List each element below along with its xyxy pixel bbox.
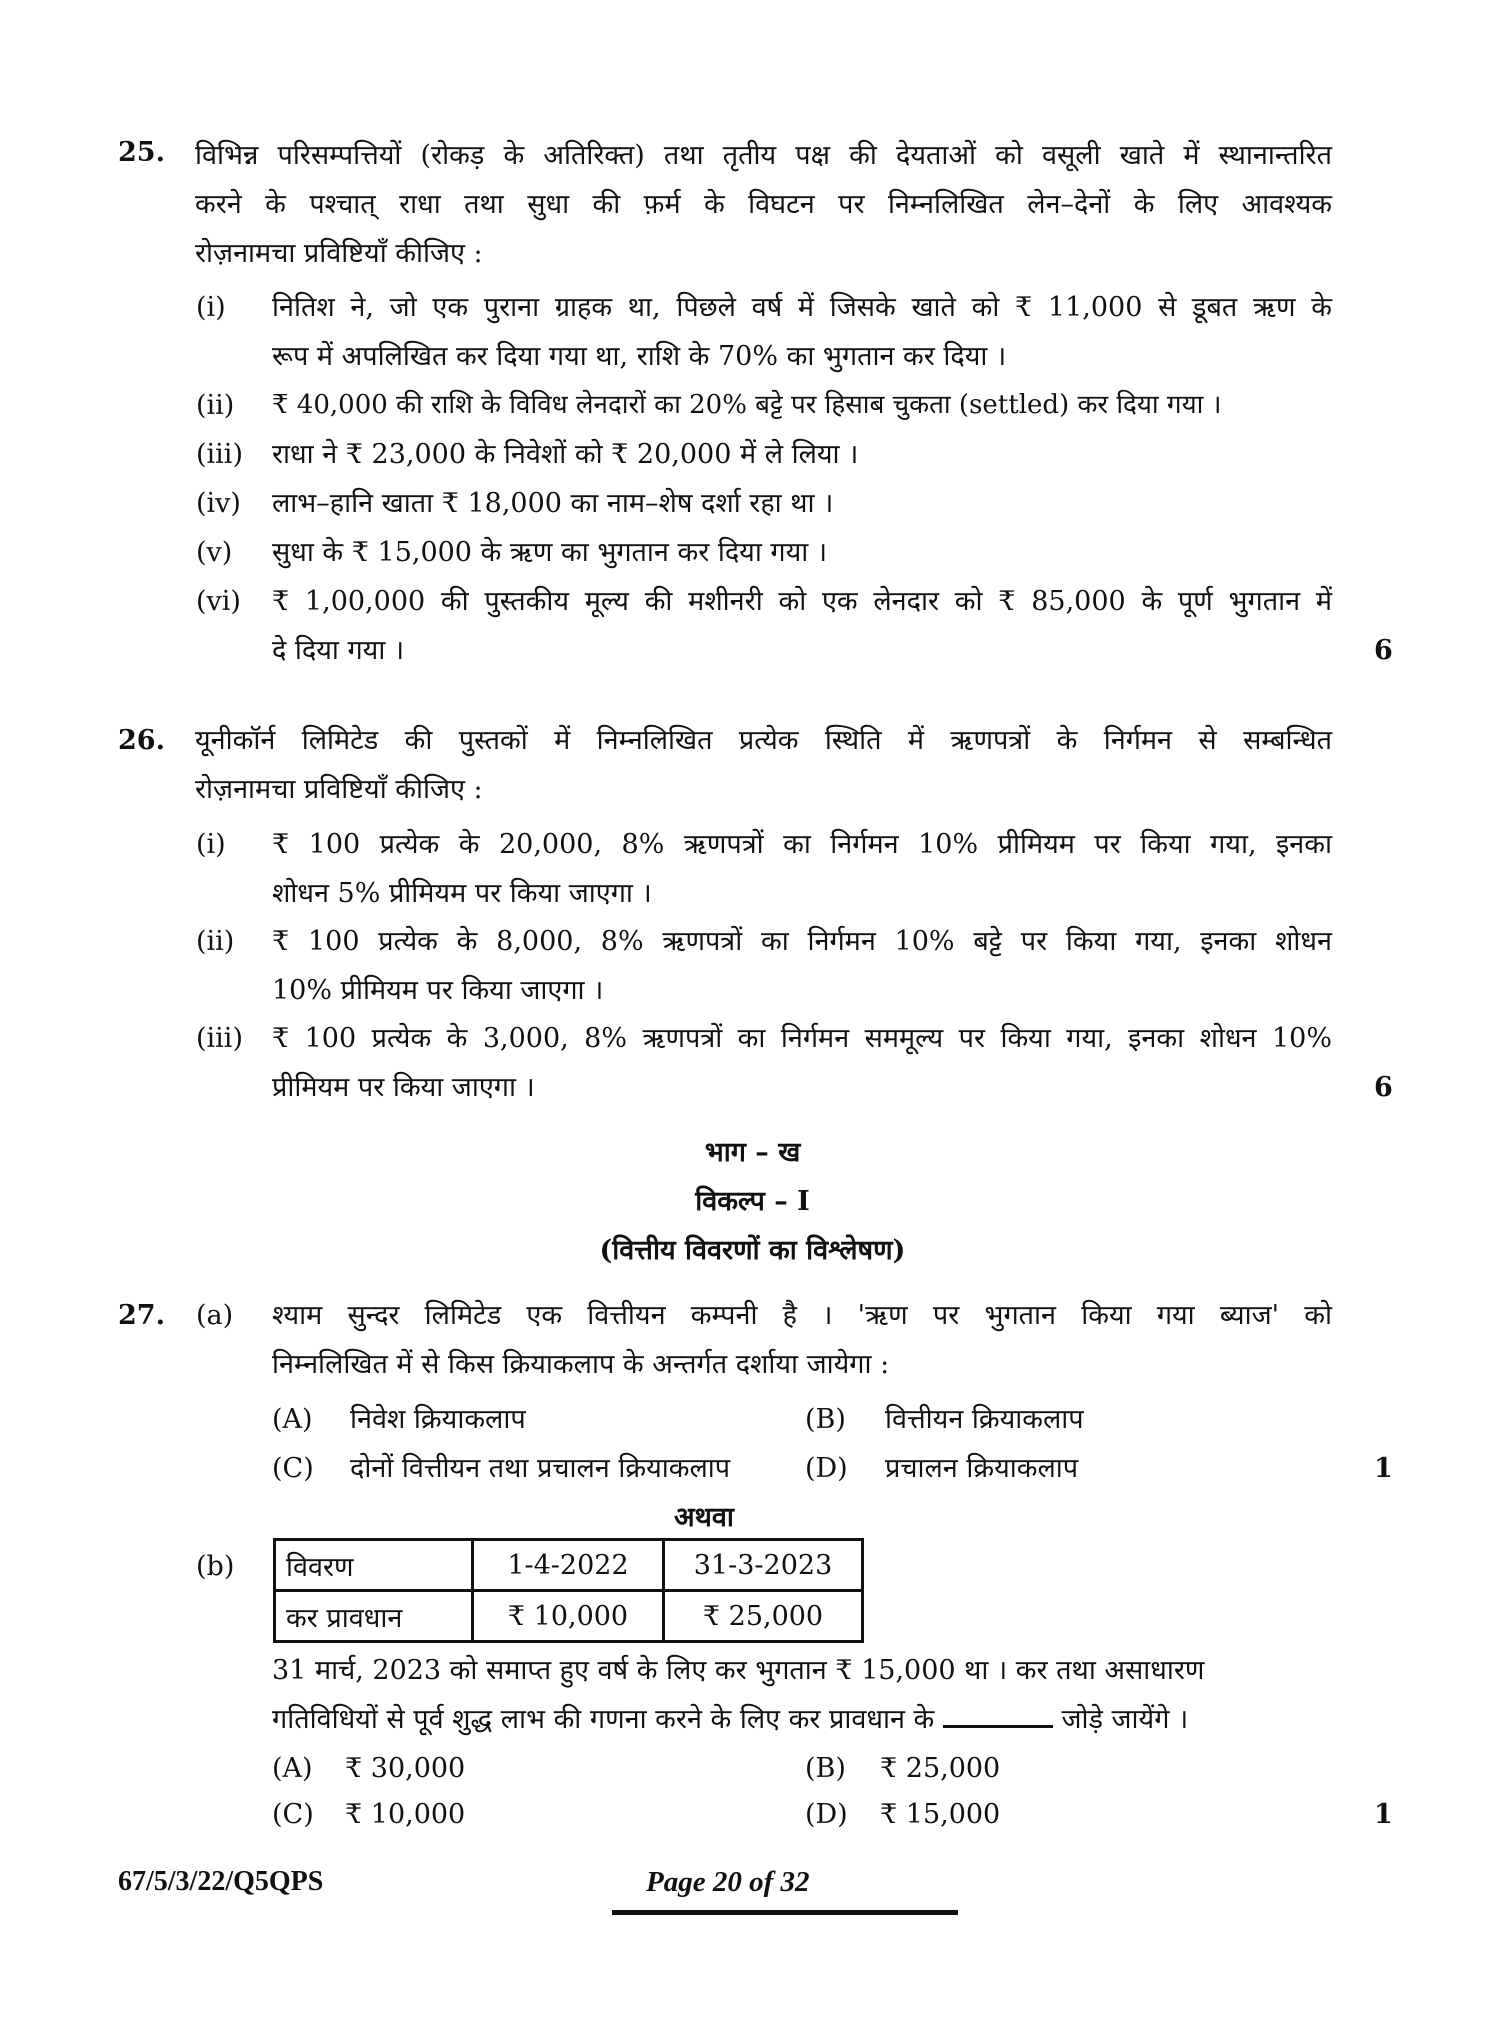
- table-header-cell: 1-4-2022: [473, 1540, 664, 1591]
- question-text-line: निम्नलिखित में से किस क्रियाकलाप के अन्तर्गत दर्शाया जायेगा :: [272, 1349, 890, 1380]
- option-key: (C): [272, 1799, 314, 1830]
- item-text-line: नितिश ने, जो एक पुराना ग्राहक था, पिछले वर्ष में जिसके खाते को ₹ 11,000 से डूबत ऋण के: [272, 292, 1332, 323]
- option-key: (D): [805, 1799, 848, 1830]
- footer-underline: [612, 1910, 958, 1915]
- option-key: (A): [272, 1753, 313, 1784]
- item-text-line: शोधन 5% प्रीमियम पर किया जाएगा ।: [272, 878, 652, 909]
- item-text-line: प्रीमियम पर किया जाएगा ।: [272, 1072, 535, 1103]
- item-text-line: ₹ 40,000 की राशि के विविध लेनदारों का 20% बट्टे पर हिसाब चुकता (settled) कर दिया गया ।: [272, 390, 1222, 420]
- table-cell: ₹ 25,000: [664, 1591, 863, 1642]
- part-label: (b): [196, 1551, 235, 1582]
- option-text: दोनों वित्तीयन तथा प्रचालन क्रियाकलाप: [350, 1453, 731, 1484]
- question-text: गतिविधियों से पूर्व शुद्ध लाभ की गणना करने के लिए कर प्रावधान के: [272, 1704, 935, 1735]
- table-header-cell: 31-3-2023: [664, 1540, 863, 1591]
- option-text: ₹ 30,000: [345, 1753, 466, 1784]
- item-label: (ii): [196, 926, 235, 957]
- question-text-line: विभिन्न परिसम्पत्तियों (रोकड़ के अतिरिक्त) तथा तृतीय पक्ष की देयताओं को वसूली खाते में स्थानान्तरित: [195, 140, 1332, 171]
- question-text-line: करने के पश्चात् राधा तथा सुधा की फ़र्म के विघटन पर निम्नलिखित लेन–देनों के लिए आवश्यक: [195, 189, 1332, 220]
- table-header-cell: विवरण: [275, 1540, 473, 1591]
- item-text-line: ₹ 100 प्रत्येक के 8,000, 8% ऋणपत्रों का निर्गमन 10% बट्टे पर किया गया, इनका शोधन: [272, 926, 1332, 957]
- item-label: (ii): [196, 390, 235, 421]
- option-key: (A): [272, 1404, 313, 1435]
- item-text-line: ₹ 1,00,000 की पुस्तकीय मूल्य की मशीनरी को एक लेनदार को ₹ 85,000 के पूर्ण भुगतान में: [272, 586, 1332, 617]
- part-label: (a): [196, 1300, 234, 1331]
- section-part-heading: भाग – ख: [704, 1137, 801, 1168]
- option-text: ₹ 25,000: [880, 1753, 1001, 1784]
- item-label: (iv): [196, 488, 241, 519]
- question-number: 26.: [118, 725, 165, 756]
- question-text-line: यूनीकॉर्न लिमिटेड की पुस्तकों में निम्नलिखित प्रत्येक स्थिति में ऋणपत्रों के निर्गमन से सम्बन्धित: [195, 725, 1332, 756]
- table-header-row: [275, 1540, 863, 1591]
- item-text-line: ₹ 100 प्रत्येक के 3,000, 8% ऋणपत्रों का निर्गमन सममूल्य पर किया गया, इनका शोधन 10%: [272, 1023, 1332, 1054]
- question-text-line: रोज़नामचा प्रविष्टियाँ कीजिए :: [195, 774, 483, 805]
- item-label: (vi): [196, 586, 241, 617]
- option-text: निवेश क्रियाकलाप: [350, 1404, 526, 1435]
- item-text-line: दे दिया गया ।: [272, 635, 405, 666]
- item-label: (v): [196, 537, 233, 568]
- question-text-line: श्याम सुन्दर लिमिटेड एक वित्तीयन कम्पनी है । 'ऋण पर भुगतान किया गया ब्याज' को: [272, 1300, 1332, 1331]
- question-text-line: [272, 1695, 1188, 1744]
- option-key: (D): [805, 1453, 848, 1484]
- item-text-line: लाभ–हानि खाता ₹ 18,000 का नाम–शेष दर्शा रहा था ।: [272, 488, 834, 519]
- paper-code: 67/5/3/22/Q5QPS: [118, 1866, 324, 1897]
- section-option-heading: विकल्प – I: [695, 1186, 810, 1217]
- table-row: [275, 1591, 863, 1642]
- option-text: प्रचालन क्रियाकलाप: [885, 1453, 1079, 1484]
- question-text-line: रोज़नामचा प्रविष्टियाँ कीजिए :: [195, 238, 483, 269]
- question-text: जोड़े जायेंगे ।: [1061, 1704, 1189, 1735]
- marks: 6: [1374, 635, 1393, 666]
- marks: 1: [1374, 1799, 1393, 1830]
- marks: 6: [1374, 1072, 1393, 1103]
- option-key: (B): [805, 1404, 846, 1435]
- option-text: वित्तीयन क्रियाकलाप: [885, 1404, 1084, 1435]
- item-label: (iii): [196, 439, 243, 470]
- item-text-line: सुधा के ₹ 15,000 के ऋण का भुगतान कर दिया गया ।: [272, 537, 828, 568]
- question-number: 27.: [118, 1300, 165, 1331]
- fill-in-blank[interactable]: [943, 1697, 1053, 1728]
- or-separator: अथवा: [674, 1502, 734, 1533]
- item-text-line: ₹ 100 प्रत्येक के 20,000, 8% ऋणपत्रों का निर्गमन 10% प्रीमियम पर किया गया, इनका: [272, 829, 1332, 860]
- option-text: ₹ 15,000: [880, 1799, 1001, 1830]
- table-cell: ₹ 10,000: [473, 1591, 664, 1642]
- section-subtitle: (वित्तीय विवरणों का विश्लेषण): [599, 1235, 906, 1266]
- item-text-line: रूप में अपलिखित कर दिया गया था, राशि के 70% का भुगतान कर दिया ।: [272, 341, 1007, 372]
- option-key: (B): [805, 1753, 846, 1784]
- item-text-line: 10% प्रीमियम पर किया जाएगा ।: [272, 975, 604, 1006]
- item-label: (i): [196, 292, 226, 323]
- question-number: 25.: [118, 137, 165, 168]
- option-text: ₹ 10,000: [345, 1799, 466, 1830]
- question-text-line: 31 मार्च, 2023 को समाप्त हुए वर्ष के लिए कर भुगतान ₹ 15,000 था । कर तथा असाधारण: [272, 1655, 1205, 1686]
- page-number: Page 20 of 32: [646, 1866, 810, 1898]
- marks: 1: [1374, 1453, 1393, 1484]
- table-cell: कर प्रावधान: [275, 1591, 473, 1642]
- option-key: (C): [272, 1453, 314, 1484]
- item-text-line: राधा ने ₹ 23,000 के निवेशों को ₹ 20,000 में ले लिया ।: [272, 439, 859, 470]
- item-label: (i): [196, 829, 226, 860]
- item-label: (iii): [196, 1023, 243, 1054]
- tax-provision-table: [273, 1538, 864, 1643]
